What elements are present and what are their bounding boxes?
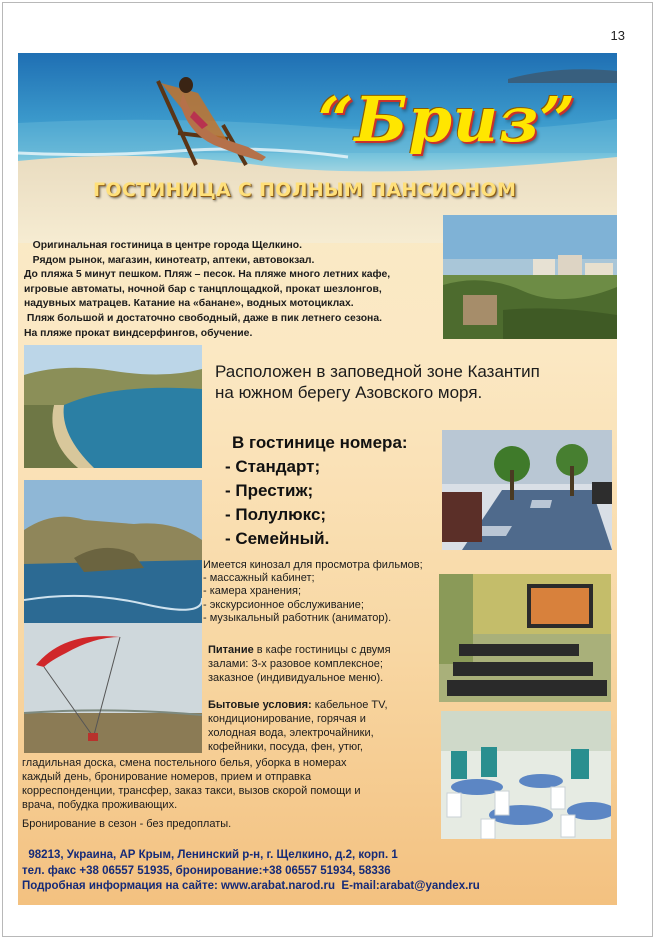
flyer: [18, 53, 617, 905]
page-number: 13: [610, 28, 625, 43]
intro-text: [24, 239, 449, 341]
town-photo: [443, 215, 617, 339]
intro-line: Рядом рынок, магазин, кинотеатр, аптеки, автовокзал.: [24, 254, 315, 266]
food-label: Питание: [208, 644, 254, 656]
living-conditions-section: [208, 698, 440, 754]
phone-line: тел. факс +38 06557 51935, бронирование:+38 06557 51934, 58336: [22, 864, 391, 877]
service-item: - музыкальный работник (аниматор).: [203, 611, 392, 624]
living-label: Бытовые условия:: [208, 699, 312, 711]
intro-line: Оригинальная гостиница в центре города Щелкино.: [24, 240, 302, 251]
living-line: кондиционирование, горячая и: [208, 713, 366, 725]
lobby-photo: [442, 430, 612, 550]
bay-photo: [24, 345, 202, 468]
rooms-heading: В гостинице номера:: [232, 433, 408, 452]
living-line: [208, 698, 440, 712]
food-line: залами: 3-х разовое комплексное;: [208, 658, 383, 670]
intro-line: игровые автоматы, ночной бар с танцплощадкой, прокат шезлонгов,: [24, 283, 382, 295]
rooms-list: [225, 455, 329, 551]
hotel-subtitle: ГОСТИНИЦА С ПОЛНЫМ ПАНСИОНОМ: [93, 179, 517, 201]
booking-note: Бронирование в сезон - без предоплаты.: [22, 818, 232, 830]
intro-line: До пляжа 5 минут пешком. Пляж – песок. На пляже много летних кафе,: [24, 269, 391, 281]
living-line: гладильная доска, смена постельного белья, уборка в номерах: [22, 757, 347, 769]
intro-line: Пляж большой и достаточно свободный, даже в пик летнего сезона.: [24, 312, 382, 324]
living-text: кабельное TV,: [311, 699, 388, 711]
living-line: корреспонденции, трансфер, заказ такси, вызов скорой помощи и: [22, 785, 361, 797]
location-line: Расположен в заповедной зоне Казантип: [215, 362, 540, 381]
living-line: врача, побудка проживающих.: [22, 799, 178, 811]
room-type-item: - Полулюкс;: [225, 505, 327, 524]
service-item: Имеется кинозал для просмотра фильмов;: [203, 559, 423, 571]
location-text: [215, 361, 615, 403]
food-line: [208, 643, 438, 657]
rocky-coast-photo: [24, 480, 202, 625]
cinema-hall-photo: [439, 574, 611, 702]
cafe-photo: [441, 711, 611, 839]
contacts-block: [22, 848, 612, 895]
food-text: в кафе гостиницы с двумя: [253, 644, 391, 656]
paraglider-photo: [24, 623, 202, 753]
location-line: на южном берегу Азовского моря.: [215, 383, 483, 402]
address-line: 98213, Украина, АР Крым, Ленинский р-н, г. Щелкино, д.2, корп. 1: [22, 849, 398, 861]
living-conditions-continued: [22, 756, 434, 812]
service-item: - камера хранения;: [203, 585, 302, 598]
hotel-brand-title: “Бриз”: [318, 83, 577, 156]
room-type-item: - Престиж;: [225, 481, 314, 500]
food-line: заказное (индивидуальное меню).: [208, 672, 384, 684]
intro-line: На пляже прокат виндсерфингов, обучение.: [24, 327, 253, 339]
service-item: - массажный кабинет;: [203, 572, 315, 585]
food-section: [208, 643, 438, 685]
intro-line: надувных матрацев. Катание на «банане», водных мотоциклах.: [24, 298, 354, 310]
room-type-item: - Стандарт;: [225, 457, 321, 476]
service-item: - экскурсионное обслуживание;: [203, 598, 364, 611]
website-email-line: Подробная информация на сайте: www.arabat.narod.ru E-mail:arabat@yandex.ru: [22, 880, 480, 892]
living-line: кофейники, посуда, фен, утюг,: [208, 741, 363, 753]
room-type-item: - Семейный.: [225, 529, 330, 548]
living-line: каждый день, бронирование номеров, прием и отправка: [22, 771, 312, 783]
living-line: холодная вода, электрочайники,: [208, 727, 374, 739]
services-list: [203, 559, 423, 625]
